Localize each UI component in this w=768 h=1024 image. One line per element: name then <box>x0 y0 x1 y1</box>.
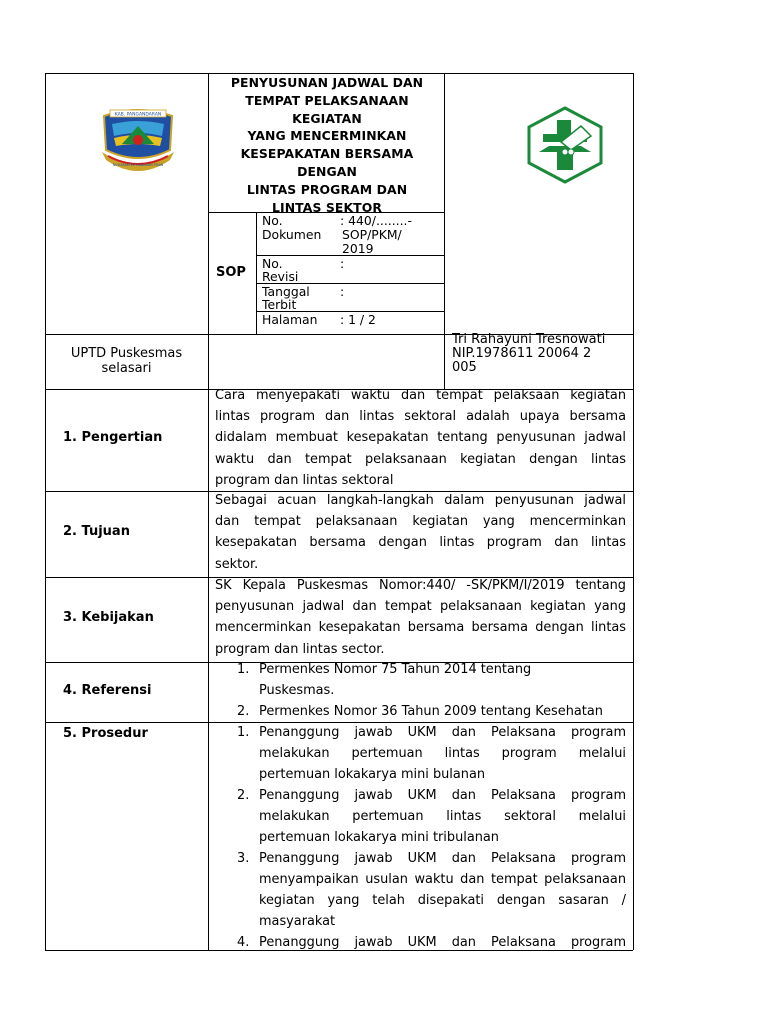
signer-name: Tri Rahayuni Tresnowati <box>452 332 606 347</box>
list-item-text: kegiatan yang telah disepakati dengan sasaran / <box>259 893 626 908</box>
signer-block <box>452 333 605 375</box>
section-body-referensi <box>215 659 626 722</box>
no-revisi-label-2: Revisi <box>262 269 299 284</box>
title-line: YANG MENCERMINKAN <box>247 128 407 144</box>
crest-motto: NU KARAKTER MANGGAN PISAN <box>112 163 164 167</box>
signer-nip-2: 005 <box>452 360 477 375</box>
section-body-tujuan <box>215 490 626 575</box>
org-line-2: selasari <box>101 361 152 376</box>
title-line: LINTAS SEKTOR <box>271 199 382 215</box>
title-line: KEGIATAN <box>292 110 362 126</box>
puskesmas-cross-icon <box>525 106 605 184</box>
section-body-pengertian <box>215 385 626 491</box>
list-item-continuation <box>215 680 626 701</box>
list-item-number: 2. <box>237 704 250 719</box>
list-item-text: Permenkes Nomor 75 Tahun 2014 tentang <box>259 662 532 677</box>
list-item-text: melakukan pertemuan lintas program melalui <box>259 746 626 761</box>
list-item-number: 4. <box>237 935 250 950</box>
list-item-text: Penanggung jawab UKM dan Pelaksana program <box>259 725 626 740</box>
list-item-text: Permenkes Nomor 36 Tahun 2009 tentang Kesehatan <box>259 704 603 719</box>
title-line: KESEPAKATAN BERSAMA <box>240 146 414 162</box>
org-line-1: UPTD Puskesmas <box>70 346 183 361</box>
section-body-kebijakan <box>215 575 626 660</box>
list-item <box>215 659 626 680</box>
list-item-number: 1. <box>237 662 250 677</box>
paragraph-line: mencerminkan kesepakatan bersama bersama dengan lintas <box>215 620 626 636</box>
no-revisi-value: : <box>340 256 345 271</box>
paragraph-line: penyusunan jadwal dan tempat pelaksanaan kegiatan yang <box>215 599 626 615</box>
crest-label: KAB. PANGANDARAN <box>114 112 162 118</box>
paragraph-line: program dan lintas sektoral <box>215 472 394 488</box>
list-item-continuation <box>215 869 626 890</box>
section-heading-pengertian: 1. Pengertian <box>63 430 163 445</box>
signer-nip-1: NIP.1978611 20064 2 <box>452 346 592 361</box>
no-dokumen-value-3: 2019 <box>342 241 374 256</box>
section-body-prosedur <box>215 722 626 953</box>
paragraph-line: lintas program dan lintas sektoral adalah upaya bersama <box>215 409 626 425</box>
paragraph-line: kesepakatan bersama dengan lintas program dan lintas <box>215 535 626 551</box>
list-item-text: Penanggung jawab UKM dan Pelaksana program <box>259 851 626 866</box>
title-line: TEMPAT PELAKSANAAN <box>245 92 409 108</box>
section-heading-kebijakan: 3. Kebijakan <box>63 610 154 625</box>
list-item-text: Puskesmas. <box>259 683 335 698</box>
sop-label: SOP <box>216 265 246 280</box>
paragraph-line: dan tempat pelaksanaan kegiatan yang mencerminkan <box>215 514 626 530</box>
no-revisi-label-1: No. <box>262 256 283 271</box>
list-item-text: masyarakat <box>259 914 336 929</box>
list-item <box>215 701 626 722</box>
list-item-number: 1. <box>237 725 250 740</box>
tanggal-label-2: Terbit <box>262 297 297 312</box>
list-item-text: pertemuan lokakarya mini bulanan <box>259 767 486 782</box>
list-item-number: 3. <box>237 851 250 866</box>
list-item-continuation <box>215 890 626 911</box>
list-item <box>215 848 626 869</box>
section-heading-prosedur: 5. Prosedur <box>63 726 148 741</box>
section-heading-tujuan: 2. Tujuan <box>63 524 130 539</box>
no-dokumen-value-2: SOP/PKM/ <box>342 227 402 242</box>
title-line: PENYUSUNAN JADWAL DAN <box>230 75 424 90</box>
table-left-border <box>45 73 46 950</box>
list-item-text: Penanggung jawab UKM dan Pelaksana program <box>259 935 626 950</box>
no-dokumen-value-1: : 440/........- <box>340 213 412 228</box>
title-line: LINTAS PROGRAM DAN <box>246 181 408 197</box>
title-line: DENGAN <box>297 163 357 179</box>
no-dokumen-label-2: Dokumen <box>262 227 322 242</box>
sop-column-divider <box>256 212 257 334</box>
list-item-text: pertemuan lokakarya mini tribulanan <box>259 830 499 845</box>
paragraph-line: didalam membuat kesepakatan tentang penyusunan jadwal <box>215 430 626 446</box>
regency-crest-icon <box>98 102 178 176</box>
no-dokumen-label-1: No. <box>262 213 283 228</box>
list-item-text: Penanggung jawab UKM dan Pelaksana program <box>259 788 626 803</box>
list-item-continuation <box>215 806 626 827</box>
list-item-text: menyampaikan usulan waktu dan tempat pelaksanaan <box>259 872 626 887</box>
list-item-continuation <box>215 764 626 785</box>
list-item-continuation <box>215 743 626 764</box>
tanggal-label-1: Tanggal <box>262 284 310 299</box>
document-title <box>210 74 444 216</box>
halaman-label: Halaman <box>262 312 318 327</box>
paragraph-line: Sebagai acuan langkah-langkah dalam penyusunan jadwal <box>215 493 626 508</box>
paragraph-line: SK Kepala Puskesmas Nomor:440/ -SK/PKM/I/2019 tentang <box>215 578 626 593</box>
list-item-continuation <box>215 827 626 848</box>
list-item <box>215 932 626 953</box>
header-right-divider <box>444 73 445 389</box>
paragraph-line: Cara menyepakati waktu dan tempat pelaksaan kegiatan <box>215 388 626 403</box>
org-name <box>45 346 208 376</box>
paragraph-line: sektor. <box>215 556 259 572</box>
halaman-value: : 1 / 2 <box>340 312 376 327</box>
list-item-continuation <box>215 911 626 932</box>
list-item <box>215 785 626 806</box>
label-column-divider <box>208 73 209 950</box>
list-item <box>215 722 626 743</box>
section-heading-referensi: 4. Referensi <box>63 683 152 698</box>
tanggal-value: : <box>340 284 345 299</box>
paragraph-line: program dan lintas sector. <box>215 641 385 657</box>
list-item-number: 2. <box>237 788 250 803</box>
list-item-text: melakukan pertemuan lintas sektoral melalui <box>259 809 626 824</box>
table-right-border <box>633 73 634 950</box>
paragraph-line: waktu dan tempat pelaksanaan kegiatan dengan lintas <box>215 451 626 467</box>
